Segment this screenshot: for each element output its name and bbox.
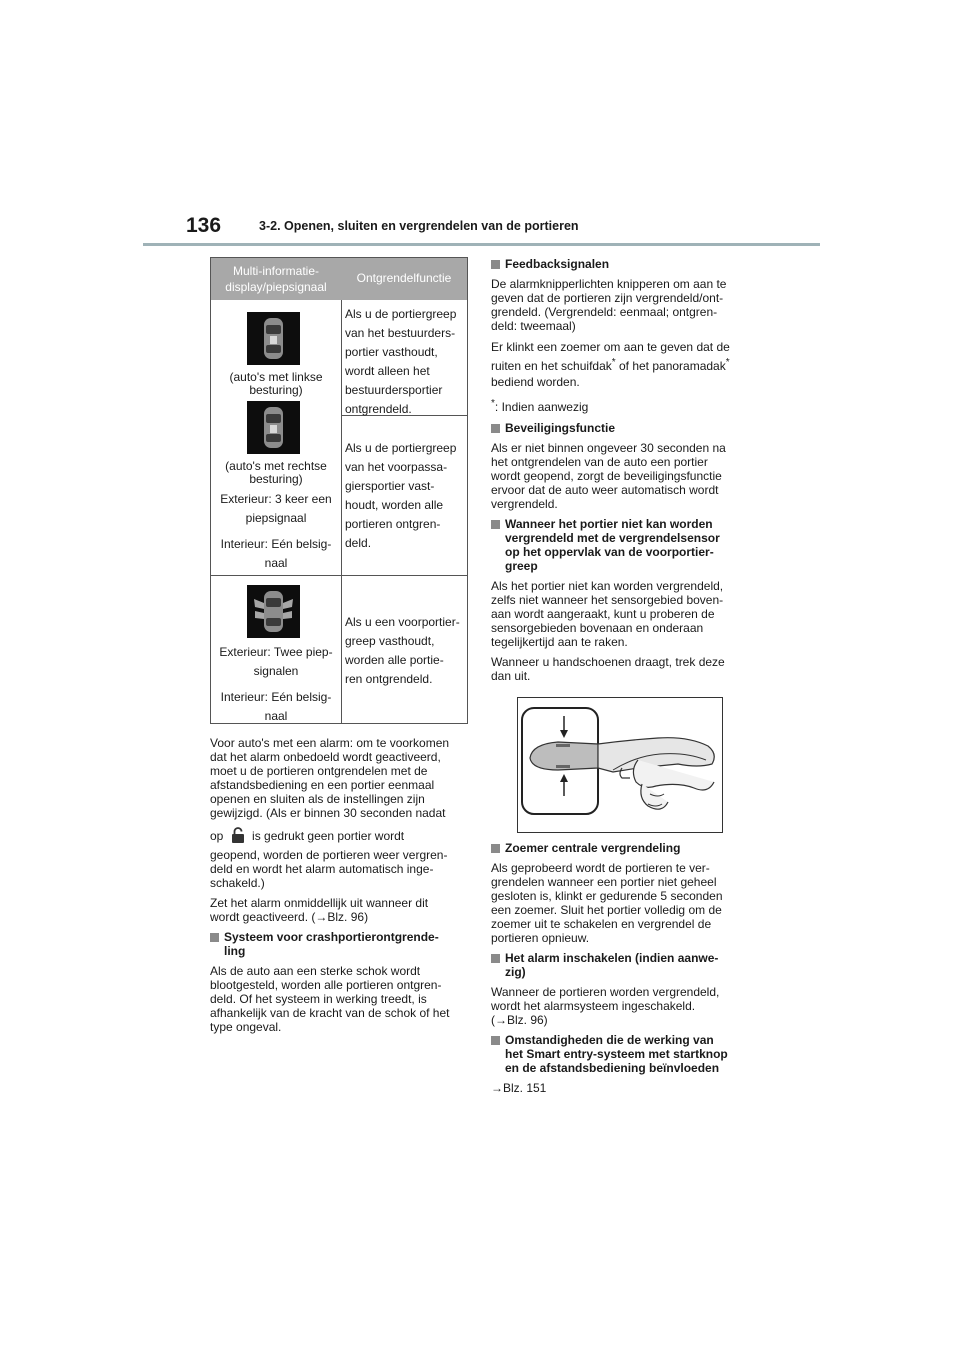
text-line: en de afstandsbediening beïnvloeden — [505, 1061, 720, 1075]
sensor-heading — [491, 517, 753, 573]
text-line: ontgrendeld. — [345, 402, 412, 416]
buzzer-lock-paragraph — [491, 861, 753, 945]
caption-lhd — [211, 371, 341, 397]
text-line: Het alarm inschakelen (indien aanwe- — [505, 951, 719, 965]
car-doors-closed-image — [247, 312, 300, 365]
row1-interior-line2: naal — [264, 556, 288, 570]
security-paragraph — [491, 441, 753, 511]
row2-interior-line2: naal — [264, 709, 288, 723]
text-line: zoemer uit te schakelen en vergrendel de — [491, 917, 712, 931]
buzzer-heading — [491, 841, 753, 855]
alarm-note-paragraph — [210, 736, 472, 820]
text-line: wordt geactiveerd. (→Blz. 96) — [210, 910, 369, 924]
text-line: aan wordt aangeraakt, kunt u proberen de — [491, 607, 715, 621]
text-line: type ongeval. — [210, 1020, 282, 1034]
text-line: worden alle portie- — [345, 653, 444, 667]
function-driver-door — [345, 305, 465, 419]
text-line: geopend, worden de portieren weer vergren- — [210, 848, 448, 862]
text-line: moet u de portieren ontgrendelen met de — [210, 764, 428, 778]
text-line: Beveiligingsfunctie — [505, 421, 616, 435]
text-line: zig) — [505, 965, 526, 979]
text-line: Als er niet binnen ongeveer 30 seconden na — [491, 441, 726, 455]
crash-unlock-paragraph — [210, 964, 472, 1034]
alarm-off-paragraph — [210, 896, 472, 924]
text-line: tegelijkertijd aan te raken. — [491, 635, 628, 649]
caption-lhd-line1: (auto's met linkse — [229, 370, 323, 384]
text-line: portier vasthoudt, — [345, 345, 438, 359]
table-header — [211, 258, 467, 300]
table-header-col2: Ontgrendelfunctie — [356, 271, 452, 285]
sensor-paragraph — [491, 579, 753, 649]
section-title: 3-2. Openen, sluiten en vergrendelen van de portieren — [259, 219, 579, 233]
crash-unlock-heading — [210, 930, 472, 958]
text-line: Als u een voorportier- — [345, 615, 460, 629]
right-column-text-bottom — [491, 841, 753, 1101]
text-line: wordt alleen het — [345, 364, 430, 378]
text-line: bestuurdersportier — [345, 383, 443, 397]
text-line: giersportier vast- — [345, 479, 435, 493]
text-line: een zoemer. Sluit het portier volledig om de — [491, 903, 722, 917]
bullet-square-icon — [491, 954, 500, 963]
alarm-paragraph — [491, 985, 753, 1027]
text-line: vergrendeld met de vergrendelsensor — [505, 531, 720, 545]
table-header-col1 — [211, 263, 341, 295]
text-line: De alarmknipperlichten knipperen om aan te — [491, 277, 727, 291]
car-doors-closed-image — [247, 401, 300, 454]
text-line: zelfs niet wanneer het sensorgebied boven- — [491, 593, 724, 607]
text-line: (→Blz. 96) — [491, 1013, 548, 1027]
text-line: deld en wordt het alarm automatisch inge- — [210, 862, 434, 876]
text-line: Als het portier niet kan worden vergrendeld, — [491, 579, 724, 593]
text-line: dat het alarm onbedoeld wordt geactiveerd, — [210, 750, 441, 764]
asterisk: * — [611, 357, 616, 368]
gloves-paragraph — [491, 655, 753, 683]
caption-rhd-line2: besturing) — [249, 472, 303, 486]
text-line: afstandsbediening en een portier eenmaal — [210, 778, 435, 792]
text-line: of het panoramadak — [615, 359, 726, 373]
row2-signals — [211, 643, 341, 726]
text-line: sensorgebieden bovenaan en onderaan — [491, 621, 704, 635]
col1-header-line2: display/piepsignaal — [225, 280, 327, 294]
caption-lhd-line2: besturing) — [249, 383, 303, 397]
bullet-square-icon — [491, 1036, 500, 1045]
text-line: Wanneer de portieren worden vergrendeld, — [491, 985, 720, 999]
text-line: Zet het alarm onmiddellijk uit wanneer dit — [210, 896, 429, 910]
text-line: is gedrukt geen portier wordt — [252, 829, 405, 843]
unlock-function-table — [210, 257, 468, 724]
asterisk: * — [491, 398, 495, 409]
text-line: ling — [224, 944, 246, 958]
alarm-heading — [491, 951, 753, 979]
lock-icon — [231, 826, 245, 844]
text-line: Er klinkt een zoemer om aan te geven dat de — [491, 340, 730, 354]
text-line: ren ontgrendeld. — [345, 672, 433, 686]
footnote — [491, 396, 753, 415]
caption-rhd — [211, 460, 341, 486]
text-line: wordt geopend, zorgt de beveiligingsfunctie — [491, 469, 722, 483]
header-rule — [143, 243, 820, 246]
text-line: vergrendeld. — [491, 497, 558, 511]
asterisk: * — [725, 357, 730, 368]
left-column-text — [210, 736, 472, 1040]
bullet-square-icon — [491, 844, 500, 853]
text-line: ruiten en het schuifdak — [491, 359, 612, 373]
text-line: greep vasthoudt, — [345, 634, 435, 648]
feedback-heading — [491, 257, 753, 271]
text-line: Wanneer u handschoenen draagt, trek deze — [491, 655, 725, 669]
text-line: openen en sluiten als de instellingen zijn — [210, 792, 425, 806]
caption-rhd-line1: (auto's met rechtse — [225, 459, 327, 473]
right-column-text-top — [491, 257, 753, 689]
text-line: ervoor dat de auto weer automatisch wordt — [491, 483, 719, 497]
text-line: Omstandigheden die de werking van — [505, 1033, 714, 1047]
text-line: Voor auto's met een alarm: om te voorkomen — [210, 736, 450, 750]
conditions-reference: →Blz. 151 — [491, 1081, 547, 1095]
text-line: gesloten is, klinkt er gedurende 5 seconden — [491, 889, 723, 903]
door-handle-illustration — [517, 697, 723, 833]
bullet-square-icon — [491, 260, 500, 269]
text-line: Zoemer centrale vergrendeling — [505, 841, 681, 855]
feedback-paragraph — [491, 277, 753, 333]
text-line: blootgesteld, worden alle portieren ontgren- — [210, 978, 442, 992]
text-line: portieren opnieuw. — [491, 931, 590, 945]
row1-exterior-line2: piepsignaal — [245, 511, 307, 525]
bullet-square-icon — [491, 424, 500, 433]
text-line: : Indien aanwezig — [494, 400, 589, 414]
text-line: grendeld. (Vergrendeld: eenmaal; ontgren- — [491, 305, 718, 319]
security-heading — [491, 421, 753, 435]
text-line: op het oppervlak van de voorportier- — [505, 545, 714, 559]
text-line: grendelen wanneer een portier niet geheel — [491, 875, 717, 889]
text-line: dan uit. — [491, 669, 531, 683]
page-number: 136 — [186, 214, 222, 237]
text-line: Als geprobeerd wordt de portieren te ver- — [491, 861, 710, 875]
text-line: deld. Of het systeem in werking treedt, is — [210, 992, 427, 1006]
bullet-square-icon — [210, 933, 219, 942]
text-line: Als u de portiergreep — [345, 441, 457, 455]
text-line: Systeem voor crashportierontgrende- — [224, 930, 439, 944]
text-line: geven dat de portieren zijn vergrendeld/ont- — [491, 291, 724, 305]
text-line: het Smart entry-systeem met startknop — [505, 1047, 728, 1061]
text-line: gewijzigd. (Als er binnen 30 seconden nadat — [210, 806, 446, 820]
function-front-door — [345, 613, 467, 689]
conditions-heading — [491, 1033, 753, 1075]
text-line: van het voorpassa- — [345, 460, 448, 474]
text-line: Wanneer het portier niet kan worden — [505, 517, 713, 531]
col1-header-line1: Multi-informatie- — [232, 264, 319, 278]
text-line: bediend worden. — [491, 375, 580, 389]
text-line: op — [210, 829, 224, 843]
buzzer-paragraph — [491, 339, 753, 390]
table-row-divider — [211, 575, 467, 576]
alarm-note-continued — [210, 848, 472, 890]
text-line: portieren ontgren- — [345, 517, 441, 531]
function-passenger-door — [345, 439, 465, 553]
table-column-divider — [341, 300, 342, 723]
text-line: Feedbacksignalen — [505, 257, 610, 271]
text-line: het ontgrendelen van de auto een portier — [491, 455, 708, 469]
bullet-square-icon — [491, 520, 500, 529]
lock-icon-line — [210, 826, 472, 846]
text-line: Als u de portiergreep — [345, 307, 457, 321]
car-doors-open-image — [247, 585, 300, 638]
row1-interior-line1: Interieur: Eén belsig- — [220, 537, 332, 551]
text-line: van het bestuurders- — [345, 326, 456, 340]
text-line: greep — [505, 559, 538, 573]
row2-interior-line1: Interieur: Eén belsig- — [220, 690, 332, 704]
text-line: wordt het alarmsysteem ingeschakeld. — [491, 999, 696, 1013]
text-line: afhankelijk van de kracht van de schok of het — [210, 1006, 450, 1020]
text-line: houdt, worden alle — [345, 498, 444, 512]
text-line: schakeld.) — [210, 876, 265, 890]
row2-exterior-line1: Exterieur: Twee piep- — [219, 645, 333, 659]
text-line: deld. — [345, 536, 372, 550]
row2-exterior-line2: signalen — [253, 664, 299, 678]
text-line: Als de auto aan een sterke schok wordt — [210, 964, 421, 978]
text-line: deld: tweemaal) — [491, 319, 576, 333]
row1-signals — [211, 490, 341, 573]
row1-exterior-line1: Exterieur: 3 keer een — [220, 492, 332, 506]
door-handle-drawing — [518, 698, 722, 832]
